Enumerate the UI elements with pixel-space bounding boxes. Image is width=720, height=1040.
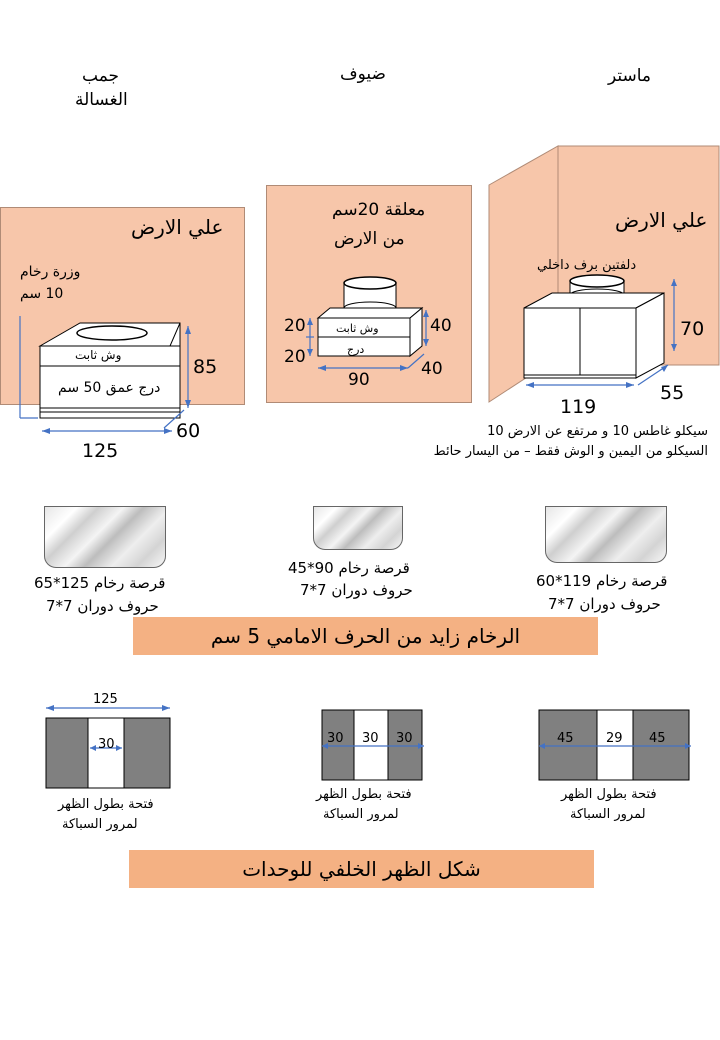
back-guest-mid: 30 (362, 731, 379, 746)
marble-laundry-line-1: قرصة رخام 125*65 (34, 574, 166, 592)
master-note-1: سيكلو غاطس 10 و مرتفع عن الارض 10 (487, 424, 708, 439)
back-master-mid: 29 (606, 731, 623, 746)
guest-dim-left-bottom: 20 (284, 347, 306, 367)
laundry-depth: 60 (176, 420, 201, 442)
marble-slab-master (545, 506, 667, 563)
guest-hung-label-2: من الارض (334, 229, 405, 249)
laundry-drawer-label: درج عمق 50 سم (58, 380, 161, 396)
header-master: ماستر (608, 66, 652, 86)
guest-basin (344, 277, 396, 289)
back-guest-left: 30 (327, 731, 344, 746)
back-laundry-opening-label: 30 (98, 737, 115, 752)
laundry-floor-label: علي الارض (131, 215, 224, 239)
guest-width: 90 (348, 370, 370, 390)
master-floor-label: علي الارض (615, 208, 708, 232)
guest-dim-left-top: 20 (284, 316, 306, 336)
master-basin (570, 275, 624, 287)
master-width: 119 (560, 396, 597, 418)
back-laundry-caption-1: فتحة بطول الظهر (58, 797, 154, 812)
guest-drawer: درج (347, 343, 365, 356)
master-walls (488, 145, 720, 405)
marble-slab-guest (313, 506, 403, 550)
back-guest-right: 30 (396, 731, 413, 746)
backs-note-band: شكل الظهر الخلفي للوحدات (129, 850, 594, 888)
guest-dim-right-bottom: 40 (421, 359, 443, 379)
marble-master-line-1: قرصة رخام 119*60 (536, 572, 668, 590)
marble-laundry-line-2: حروف دوران 7*7 (46, 597, 159, 615)
back-laundry-left-panel (46, 718, 88, 788)
guest-dim-right-top: 40 (430, 316, 452, 336)
marble-note-band: الرخام زايد من الحرف الامامي 5 سم (133, 617, 598, 655)
header-guest: ضيوف (340, 64, 386, 84)
master-depth: 55 (660, 382, 685, 404)
back-master-right: 45 (649, 731, 666, 746)
marble-master-line-2: حروف دوران 7*7 (548, 595, 661, 613)
marble-guest-line-2: حروف دوران 7*7 (300, 581, 413, 599)
master-note-2: السيكلو من اليمين و الوش فقط – من اليسار حائط (433, 444, 708, 459)
back-laundry-total: 125 (93, 692, 118, 707)
back-master-left: 45 (557, 731, 574, 746)
back-master-caption-2: لمرور السباكة (570, 807, 646, 822)
guest-hung-label-1: معلقة 20سم (332, 200, 426, 220)
laundry-fixed-face: وش ثابت (75, 348, 122, 362)
back-guest-caption-2: لمرور السباكة (323, 807, 399, 822)
back-laundry-caption-2: لمرور السباكة (62, 817, 138, 832)
back-laundry-opening (88, 718, 124, 788)
marble-slab-laundry (44, 506, 166, 568)
back-master-caption-1: فتحة بطول الظهر (561, 787, 657, 802)
laundry-marble-label: وزرة رخام (20, 264, 81, 280)
back-guest-caption-1: فتحة بطول الظهر (316, 787, 412, 802)
master-doors-label: دلفتين برف داخلي (537, 258, 637, 273)
laundry-basin (77, 326, 147, 340)
header-laundry-line2: الغسالة (75, 90, 128, 110)
guest-fixed-face: وش ثابت (336, 322, 379, 335)
laundry-marble-size: 10 سم (20, 286, 64, 302)
header-laundry-line1: جمب (82, 66, 120, 86)
laundry-width: 125 (82, 440, 119, 462)
laundry-height: 85 (193, 356, 218, 378)
marble-guest-line-1: قرصة رخام 90*45 (288, 559, 410, 577)
master-height: 70 (680, 318, 705, 340)
back-laundry-right-panel (124, 718, 170, 788)
